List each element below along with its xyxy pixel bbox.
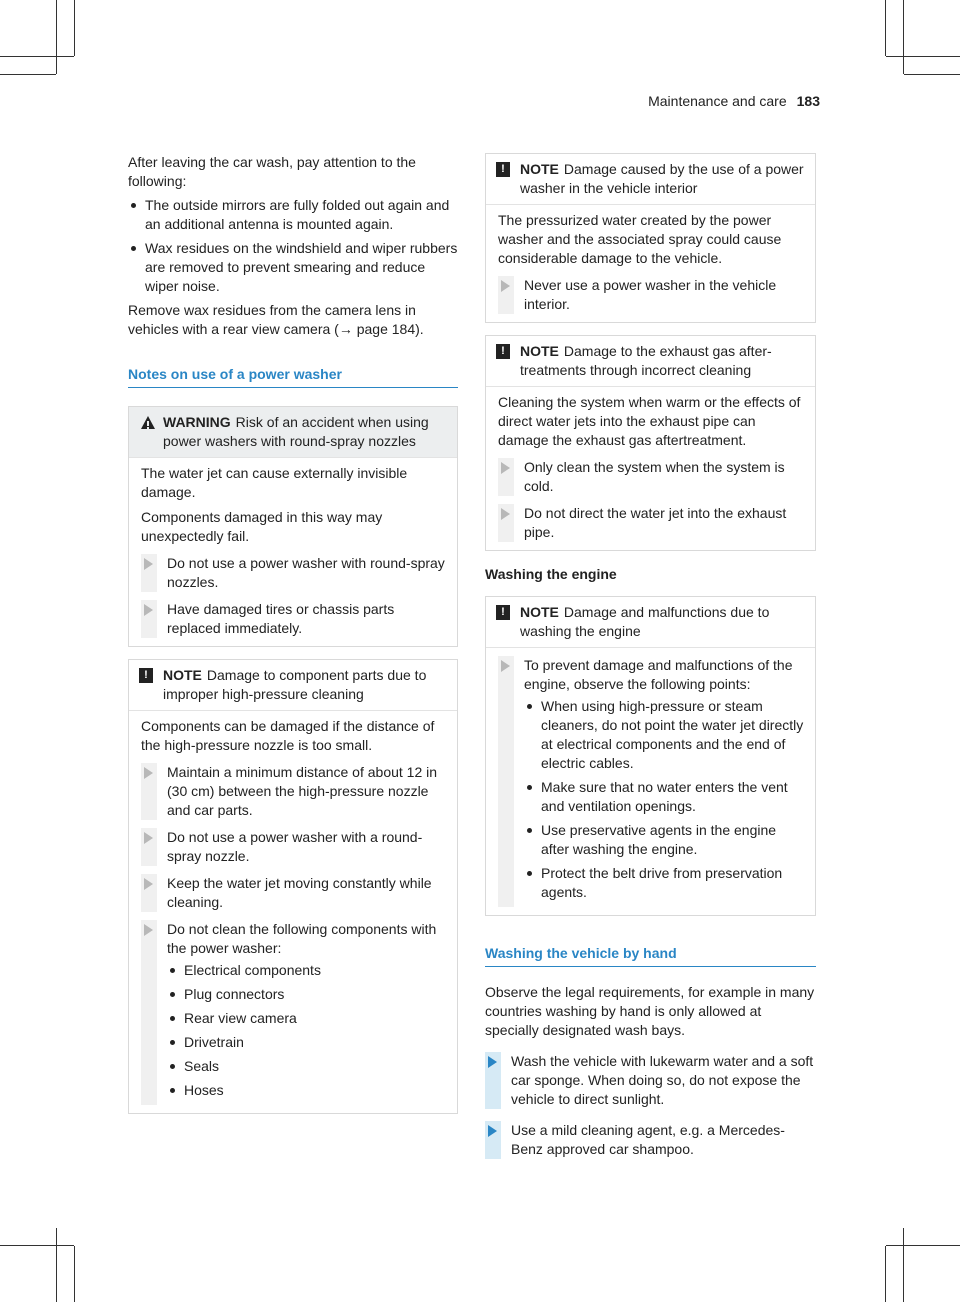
instruction-step <box>141 874 447 912</box>
list-item: Wax residues on the windshield and wiper rubbers are removed to prevent smearing and reduce wiper noise. <box>128 239 458 296</box>
warning-box <box>128 406 458 647</box>
step-text: Do not use a power washer with round-spray nozzles. <box>167 555 445 590</box>
note-exclamation-icon: ! <box>139 666 163 704</box>
warning-body <box>129 457 457 646</box>
note-title <box>486 597 815 647</box>
note-body <box>486 647 815 915</box>
step-arrow-icon <box>144 924 153 936</box>
crop-mark-tl-v2 <box>74 0 75 56</box>
crop-mark-tr-v2 <box>885 0 886 56</box>
step-arrow-icon <box>501 280 510 292</box>
instruction-step <box>141 554 447 592</box>
note-title-text: Damage caused by the use of a power washer in the vehicle interior <box>520 161 804 196</box>
list-item: Seals <box>167 1057 447 1076</box>
list-item: The outside mirrors are fully folded out again and an additional antenna is mounted again. <box>128 196 458 234</box>
instruction-step <box>485 1121 816 1159</box>
note-box-interior <box>485 153 816 323</box>
note-body <box>486 204 815 322</box>
instruction-step <box>498 458 805 496</box>
step-arrow-icon <box>144 558 153 570</box>
note-body <box>486 386 815 550</box>
instruction-step <box>498 276 805 314</box>
note-para: Cleaning the system when warm or the effects of direct water jets into the exhaust pipe can damage the exhaust gas aftertreatment. <box>498 394 801 448</box>
step-arrow-icon <box>501 508 510 520</box>
step-arrow-icon <box>144 832 153 844</box>
crop-mark-tl-h2 <box>0 74 56 75</box>
list-item: Rear view camera <box>167 1009 447 1028</box>
step-text: Wash the vehicle with lukewarm water and a soft car sponge. When doing so, do not expose the vehicle to direct sunlight. <box>511 1053 814 1107</box>
list-item: Electrical components <box>167 961 447 980</box>
section-name: Maintenance and care <box>648 93 787 109</box>
step-arrow-icon <box>144 604 153 616</box>
note-para: Components can be damaged if the distance of the high-pressure nozzle is too small. <box>141 718 435 753</box>
crop-mark-tr-h <box>886 56 960 57</box>
crop-mark-bl-h <box>0 1245 74 1246</box>
list-item: Use preservative agents in the engine after washing the engine. <box>524 821 805 859</box>
instruction-step <box>485 1052 816 1109</box>
list-item: Protect the belt drive from preservation agents. <box>524 864 805 902</box>
note-box-high-pressure <box>128 659 458 1114</box>
note-title <box>486 336 815 386</box>
left-column <box>128 153 458 1114</box>
note-exclamation-icon: ! <box>496 603 520 641</box>
step-arrow-icon <box>144 767 153 779</box>
list-item: Drivetrain <box>167 1033 447 1052</box>
intro-text: After leaving the car wash, pay attention to the following: <box>128 154 416 189</box>
step-text: Never use a power washer in the vehicle interior. <box>524 277 777 312</box>
step-text: Have damaged tires or chassis parts replaced immediately. <box>167 601 395 636</box>
instruction-step <box>498 656 805 907</box>
note-para: The pressurized water created by the power washer and the associated spray could cause considerable damage to the vehicle. <box>498 212 782 266</box>
step-arrow-icon <box>488 1125 497 1137</box>
note-exclamation-icon: ! <box>496 342 520 380</box>
instruction-step <box>498 504 805 542</box>
step-text: Maintain a minimum distance of about 12 in (30 cm) between the high-pressure nozzle and car parts. <box>167 764 438 818</box>
subsection-title-engine: Washing the engine <box>485 566 617 582</box>
note-box-exhaust <box>485 335 816 551</box>
instruction-step <box>141 763 447 820</box>
intro-bullet-list <box>128 196 458 296</box>
note-keyword: NOTE <box>163 667 202 683</box>
step-text <box>167 920 447 1105</box>
warning-para: The water jet can cause externally invisible damage. <box>141 465 408 500</box>
warning-title-text: Risk of an accident when using power washers with round-spray nozzles <box>163 414 429 449</box>
note-keyword: NOTE <box>520 604 559 620</box>
crop-mark-tr-h2 <box>904 74 960 75</box>
warning-para: Components damaged in this way may unexpectedly fail. <box>141 509 383 544</box>
crop-mark-bl-v <box>56 1228 57 1302</box>
step-text-line: Do not clean the following components with the power washer: <box>167 921 437 956</box>
step-arrow-icon <box>488 1056 497 1068</box>
step-text: Only clean the system when the system is cold. <box>524 459 785 494</box>
list-item: Plug connectors <box>167 985 447 1004</box>
hand-para: Observe the legal requirements, for example in many countries washing by hand is only allowed at specially designated wash bays. <box>485 984 815 1038</box>
note-title-text: Damage to the exhaust gas after-treatments through incorrect cleaning <box>520 343 772 378</box>
crop-mark-br-v2 <box>885 1246 886 1302</box>
crop-mark-bl-v2 <box>74 1246 75 1302</box>
right-column <box>485 153 816 1159</box>
step-text: Do not direct the water jet into the exhaust pipe. <box>524 505 787 540</box>
crop-mark-tl-h <box>0 56 74 57</box>
crop-mark-tl-v <box>56 0 57 74</box>
step-arrow-icon <box>501 462 510 474</box>
step-text <box>524 656 805 907</box>
step-text: Do not use a power washer with a round-spray nozzle. <box>167 829 423 864</box>
step-text-line: To prevent damage and malfunctions of the engine, observe the following points: <box>524 657 793 692</box>
note-title <box>486 154 815 204</box>
page-number: 183 <box>796 93 820 109</box>
list-item: Hoses <box>167 1081 447 1100</box>
step-arrow-icon <box>501 660 510 672</box>
note-keyword: NOTE <box>520 343 559 359</box>
note-title <box>129 660 457 710</box>
step-text: Keep the water jet moving constantly while cleaning. <box>167 875 432 910</box>
note-box-engine <box>485 596 816 916</box>
crop-mark-br-v <box>903 1228 904 1302</box>
engine-points-list <box>524 697 805 902</box>
crop-mark-br-h <box>886 1245 960 1246</box>
section-title-power-washer: Notes on use of a power washer <box>128 365 458 388</box>
instruction-step <box>141 600 447 638</box>
note-body <box>129 710 457 1113</box>
note-title-text: Damage and malfunctions due to washing the engine <box>520 604 770 639</box>
warning-keyword: WARNING <box>163 414 231 430</box>
step-text: Use a mild cleaning agent, e.g. a Mercedes-Benz approved car shampoo. <box>511 1122 785 1157</box>
list-item: Make sure that no water enters the vent and ventilation openings. <box>524 778 805 816</box>
note-keyword: NOTE <box>520 161 559 177</box>
list-item: When using high-pressure or steam cleaners, do not point the water jet directly at electrical components and the end of electric cables. <box>524 697 805 773</box>
crop-mark-tr-v <box>903 0 904 74</box>
warning-triangle-icon <box>139 413 163 451</box>
page-header <box>620 92 820 111</box>
remove-wax-text: Remove wax residues from the camera lens in vehicles with a rear view camera (→ page 184). <box>128 302 424 337</box>
note-exclamation-icon: ! <box>496 160 520 198</box>
section-title-by-hand: Washing the vehicle by hand <box>485 944 816 967</box>
instruction-step <box>141 828 447 866</box>
components-list <box>167 961 447 1100</box>
instruction-step <box>141 920 447 1105</box>
warning-title <box>129 407 457 457</box>
note-title-text: Damage to component parts due to improper high-pressure cleaning <box>163 667 427 702</box>
step-arrow-icon <box>144 878 153 890</box>
